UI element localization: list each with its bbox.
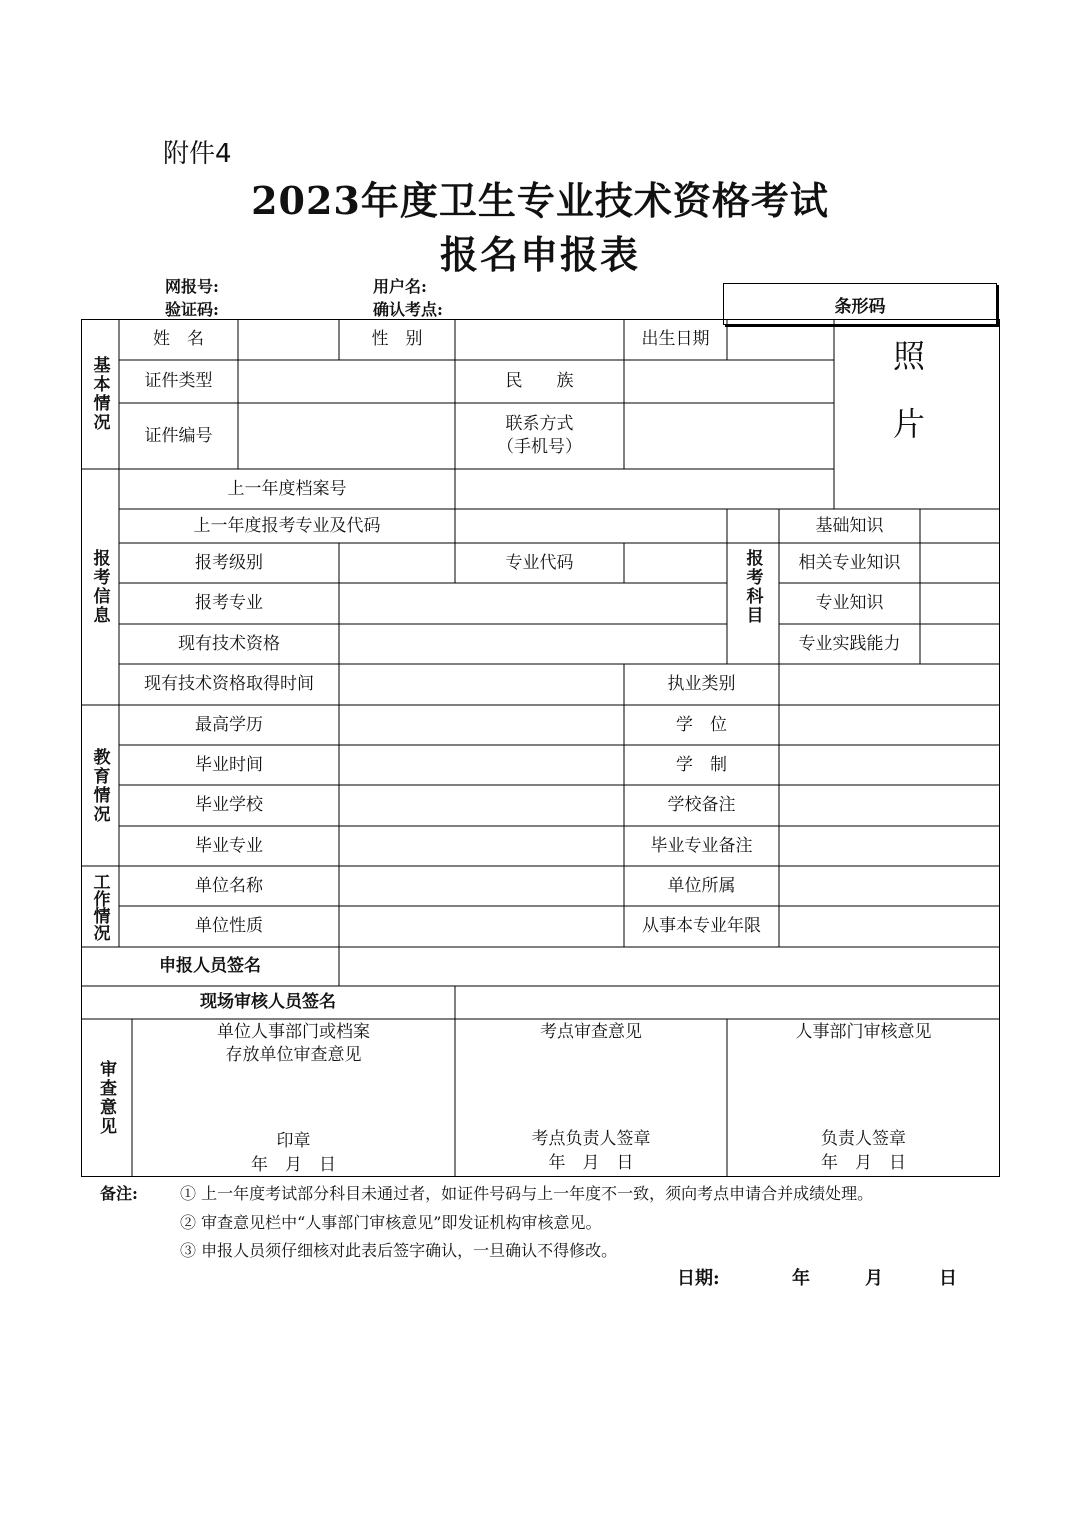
applicant-sign-field[interactable] <box>339 947 1000 986</box>
reviewer-sign-field[interactable] <box>455 986 1000 1019</box>
major-field[interactable] <box>339 583 727 624</box>
notes-label: 备注: <box>100 1184 138 1203</box>
confirm-site-label: 确认考点: <box>373 300 443 319</box>
id-type-field[interactable] <box>238 360 455 403</box>
major-code-field[interactable] <box>624 543 727 583</box>
note-item-1: ① 上一年度考试部分科目未通过者，如证件号码与上一年度不一致，须向考点申请合并成绩处理。 <box>180 1184 874 1203</box>
subject-practice: 专业实践能力 <box>798 633 901 654</box>
id-no-label: 证件编号 <box>144 425 213 446</box>
review-col3-seal: 负责人签章 <box>821 1128 906 1149</box>
ethnicity-field[interactable] <box>624 360 834 403</box>
review-col2-seal: 考点负责人签章 <box>531 1128 651 1149</box>
note-item-3: ③ 申报人员须仔细核对此表后签字确认，一旦确认不得修改。 <box>180 1241 618 1260</box>
name-field[interactable] <box>238 319 339 360</box>
contact-field[interactable] <box>624 403 834 469</box>
date-day: 日 <box>939 1268 957 1289</box>
date-label: 日期: <box>677 1268 720 1289</box>
subject-practice-checkbox[interactable] <box>920 624 1000 664</box>
contact-text: 联系方式 <box>505 414 574 434</box>
date-year: 年 <box>792 1268 810 1289</box>
username-label: 用户名: <box>373 277 427 296</box>
degree-label: 学 位 <box>676 714 727 735</box>
qual-time-label: 现有技术资格取得时间 <box>144 674 314 694</box>
last-archive-field[interactable] <box>455 469 834 509</box>
reviewer-sign-label: 现场审核人员签名 <box>200 992 336 1012</box>
net-no-label: 网报号: <box>165 277 219 296</box>
last-archive-label: 上一年度档案号 <box>227 478 347 499</box>
unit-nature-field[interactable] <box>339 906 624 947</box>
grad-time-field[interactable] <box>339 745 624 785</box>
major-note-field[interactable] <box>779 826 1000 866</box>
id-no-field[interactable] <box>238 403 455 469</box>
review-col3-date: 年 月 日 <box>821 1152 906 1173</box>
gender-field[interactable] <box>455 319 624 360</box>
current-qual-field[interactable] <box>339 624 727 664</box>
grad-major-field[interactable] <box>339 826 624 866</box>
major-note-label: 毕业专业备注 <box>650 835 753 856</box>
qual-time-field[interactable] <box>339 664 624 705</box>
review-col1-seal: 印章 <box>276 1130 311 1151</box>
verify-code-label: 验证码: <box>165 300 219 319</box>
highest-edu-field[interactable] <box>339 705 624 745</box>
current-qual-label: 现有技术资格 <box>178 633 280 654</box>
subject-professional-checkbox[interactable] <box>920 583 1000 624</box>
review-col2-date: 年 月 日 <box>548 1152 634 1173</box>
unit-name-field[interactable] <box>339 866 624 906</box>
section-review: 审查意见 <box>96 1060 116 1136</box>
school-field[interactable] <box>339 785 624 826</box>
duration-label: 学 制 <box>676 754 727 775</box>
school-note-label: 学校备注 <box>667 795 736 815</box>
level-field[interactable] <box>339 543 455 583</box>
review-col1-line1: 单位人事部门或档案 <box>217 1022 370 1042</box>
subject-basic-checkbox[interactable] <box>920 509 1000 543</box>
review-col1-line2: 存放单位审查意见 <box>225 1045 362 1065</box>
school-note-field[interactable] <box>779 785 1000 826</box>
unit-name-label: 单位名称 <box>195 875 263 896</box>
degree-field[interactable] <box>779 705 1000 745</box>
review-col3-title: 人事部门审核意见 <box>795 1021 932 1042</box>
review-col2-title: 考点审查意见 <box>540 1021 642 1042</box>
last-major-label: 上一年度报考专业及代码 <box>193 515 381 536</box>
section-work: 工作情况 <box>89 872 110 941</box>
form-title: 2023年度卫生专业技术资格考试 <box>251 178 829 223</box>
major-label: 报考专业 <box>195 593 263 613</box>
attachment-label: 附件4 <box>163 139 232 169</box>
photo-char-2: 片 <box>893 405 926 443</box>
unit-nature-label: 单位性质 <box>195 916 263 936</box>
note-item-2: ② 审查意见栏中“人事部门审核意见”即发证机构审核意见。 <box>180 1213 602 1232</box>
section-exam-info: 报考信息 <box>89 549 110 625</box>
id-type-label: 证件类型 <box>144 371 213 391</box>
date-month: 月 <box>865 1268 883 1289</box>
last-major-field[interactable] <box>455 509 727 543</box>
contact-label <box>455 403 624 469</box>
barcode-box: 条形码 <box>723 283 997 325</box>
unit-belong-label: 单位所属 <box>667 875 736 896</box>
review-col1-title <box>132 1019 455 1069</box>
review-col1-date: 年 月 日 <box>251 1154 336 1175</box>
ethnicity-label: 民 族 <box>505 371 574 391</box>
duration-field[interactable] <box>779 745 1000 785</box>
gender-label: 性 别 <box>371 329 423 349</box>
section-exam-subjects: 报考科目 <box>742 548 763 625</box>
grad-time-label: 毕业时间 <box>195 754 263 775</box>
application-form-table <box>81 319 1000 1177</box>
years-label: 从事本专业年限 <box>642 916 761 936</box>
birth-field[interactable] <box>727 319 834 360</box>
grad-major-label: 毕业专业 <box>195 835 263 856</box>
highest-edu-label: 最高学历 <box>195 714 263 735</box>
subject-professional: 专业知识 <box>815 593 884 613</box>
subject-basic: 基础知识 <box>815 515 884 536</box>
unit-belong-field[interactable] <box>779 866 1000 906</box>
level-label: 报考级别 <box>195 552 263 573</box>
contact-subtext: （手机号） <box>497 437 582 457</box>
birth-label: 出生日期 <box>641 329 710 349</box>
school-label: 毕业学校 <box>195 795 263 815</box>
photo-char-1: 照 <box>893 337 926 375</box>
subject-related: 相关专业知识 <box>798 552 901 573</box>
section-education: 教育情况 <box>89 747 110 824</box>
years-field[interactable] <box>779 906 1000 947</box>
form-subtitle: 报名申报表 <box>439 232 640 277</box>
applicant-sign-label: 申报人员签名 <box>159 956 261 976</box>
major-code-label: 专业代码 <box>505 552 574 573</box>
section-basic-info: 基本情况 <box>89 356 110 432</box>
practice-type-label: 执业类别 <box>667 674 736 694</box>
name-label: 姓 名 <box>153 329 204 349</box>
practice-type-field[interactable] <box>779 664 1000 705</box>
subject-related-checkbox[interactable] <box>920 543 1000 583</box>
